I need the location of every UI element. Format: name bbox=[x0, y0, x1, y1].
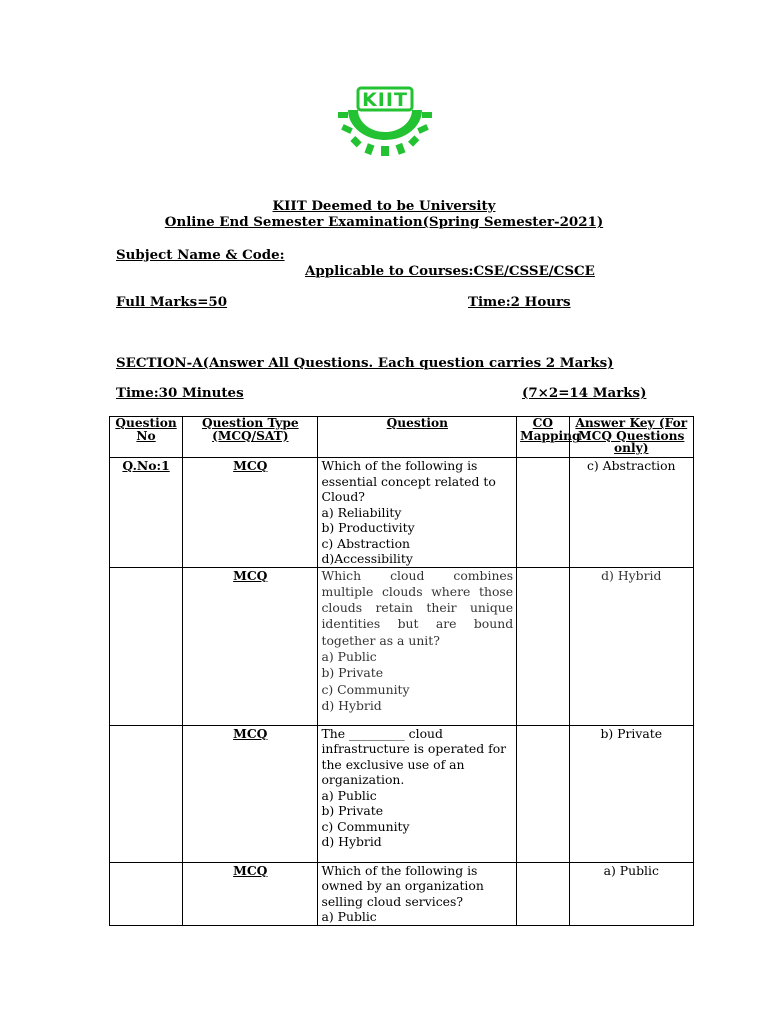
question-options: a) Public bbox=[321, 909, 377, 924]
exam-title: Online End Semester Examination(Spring Semester-2021) bbox=[164, 214, 604, 230]
kiit-logo bbox=[336, 84, 434, 156]
question-type: MCQ bbox=[183, 725, 318, 862]
header-answer-key: Answer Key (For MCQ Questions only) bbox=[569, 417, 693, 458]
co-mapping-cell bbox=[517, 458, 569, 568]
question-no: Q.No:1 bbox=[110, 458, 183, 568]
question-cell bbox=[318, 458, 517, 568]
exam-time: Time:2 Hours bbox=[468, 294, 571, 310]
co-mapping-cell bbox=[517, 725, 569, 862]
question-type: MCQ bbox=[183, 862, 318, 925]
table-row bbox=[110, 862, 694, 925]
question-no bbox=[110, 725, 183, 862]
question-type: MCQ bbox=[183, 567, 318, 725]
table-header-row bbox=[110, 417, 694, 458]
header-question-type: Question Type (MCQ/SAT) bbox=[183, 417, 318, 458]
section-title: SECTION-A(Answer All Questions. Each question carries 2 Marks) bbox=[116, 355, 614, 371]
courses-label: Applicable to Courses:CSE/CSSE/CSCE bbox=[305, 263, 595, 279]
question-text: Which of the following is owned by an organization selling cloud services? bbox=[321, 862, 484, 909]
university-name: KIIT Deemed to be University bbox=[272, 198, 496, 214]
question-text: The _________ cloud infrastructure is operated for the exclusive use of an organization. bbox=[321, 725, 507, 787]
header-co-mapping: CO Mapping bbox=[517, 417, 569, 458]
co-mapping-cell bbox=[517, 567, 569, 725]
full-marks: Full Marks=50 bbox=[116, 294, 228, 310]
question-options: a) Reliability b) Productivity c) Abstraction d)Accessibility bbox=[321, 504, 415, 566]
question-options: a) Public b) Private c) Community d) Hybrid bbox=[321, 648, 410, 713]
question-text: Which of the following is essential concept related to Cloud? bbox=[321, 458, 496, 504]
answer-key: a) Public bbox=[569, 862, 693, 925]
section-time: Time:30 Minutes bbox=[116, 385, 244, 401]
question-text: Which cloud combines multiple clouds where those clouds retain their unique identities but are bound together as a unit? bbox=[321, 567, 514, 648]
question-no bbox=[110, 862, 183, 925]
co-mapping-cell bbox=[517, 862, 569, 925]
question-cell bbox=[318, 567, 517, 725]
table-row bbox=[110, 725, 694, 862]
section-marks: (7×2=14 Marks) bbox=[522, 385, 647, 401]
question-cell bbox=[318, 862, 517, 925]
answer-key: b) Private bbox=[569, 725, 693, 862]
answer-key: d) Hybrid bbox=[569, 567, 693, 725]
table-row bbox=[110, 567, 694, 725]
subject-label: Subject Name & Code: bbox=[116, 247, 285, 263]
header-question: Question bbox=[318, 417, 517, 458]
header-question-no: Question No bbox=[110, 417, 183, 458]
logo-text: KIIT bbox=[362, 89, 408, 111]
question-table bbox=[109, 416, 694, 926]
answer-key: c) Abstraction bbox=[569, 458, 693, 568]
question-no bbox=[110, 567, 183, 725]
table-row bbox=[110, 458, 694, 568]
question-options: a) Public b) Private c) Community d) Hybrid bbox=[321, 787, 410, 849]
question-type: MCQ bbox=[183, 458, 318, 568]
question-cell bbox=[318, 725, 517, 862]
document-header bbox=[0, 198, 768, 230]
